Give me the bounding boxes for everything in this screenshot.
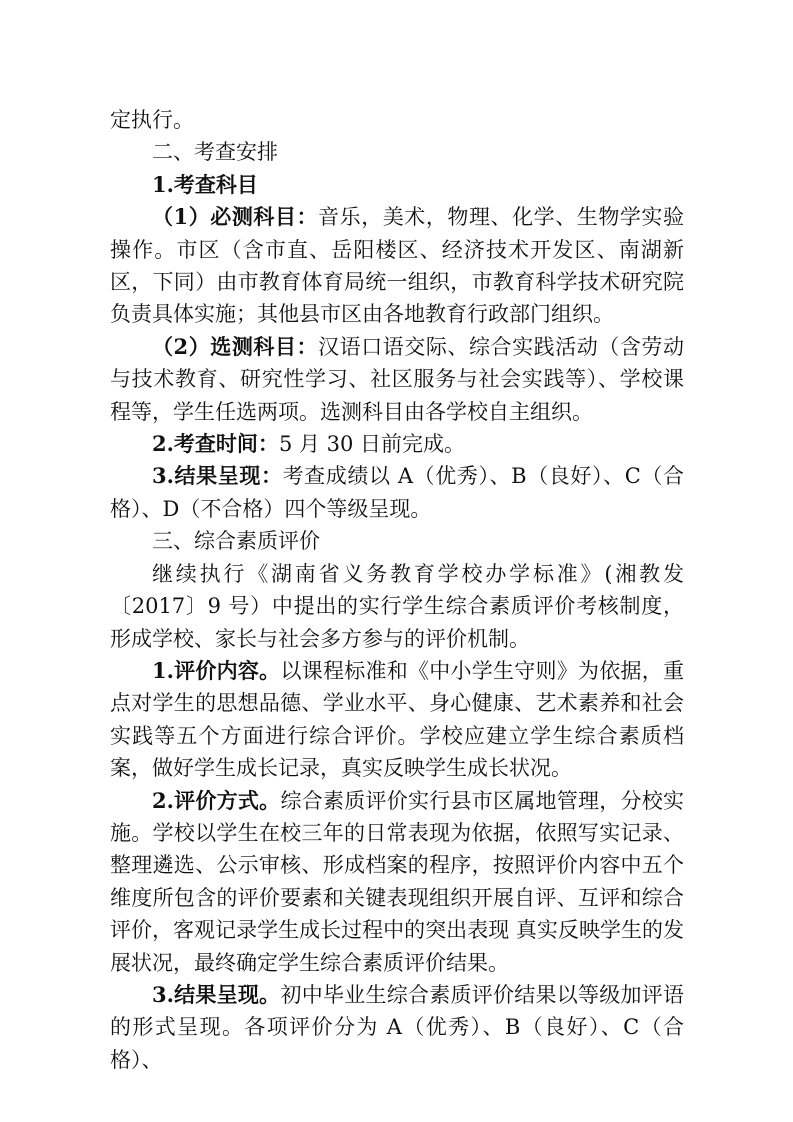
- paragraph-text: 综合素质评价实行县市区属地管理，分校实施。学校以学生在校三年的日常表现为依据，依照写实记录、整理遴选、公示审核、形成档案的程序，按照评价内容中五个维度所包含的评价要素和关键表现组织开展自评、互评和综合评价，客观记录学生成长过程中的突出表现 真实反映学生的发展状况，最终确定学生综合素质评价结果。: [110, 788, 684, 975]
- section-heading-2: 二、考查安排: [152, 140, 278, 165]
- paragraph-lead: 2.考查时间：: [152, 431, 279, 457]
- paragraph-exam-time: [110, 428, 684, 460]
- paragraph-text: 考查成绩以 A（优秀）、B（良好）、C（合格）、D（不合格）四个等级呈现。: [110, 464, 684, 521]
- paragraph-evaluation-method: [110, 785, 684, 979]
- paragraph-text: 初中毕业生综合素质评价结果以等级加评语的形式呈现。各项评价分为 A（优秀）、B（良好）、C（合格）、: [110, 982, 684, 1072]
- paragraph-required-subjects: [110, 201, 684, 331]
- paragraph-text: 5 月 30 日前完成。: [278, 432, 466, 457]
- section-heading-3: 三、综合素质评价: [152, 529, 320, 554]
- paragraph-evaluation-content: [110, 655, 684, 785]
- paragraph-continuation: 定执行。: [110, 108, 194, 132]
- document-body: [110, 104, 684, 1076]
- paragraph-lead: （1）必测科目：: [152, 204, 319, 230]
- paragraph-exam-results: [110, 460, 684, 525]
- paragraph-text: 以课程标准和《中小学生守则》为依据，重点对学生的思想品德、学业水平、身心健康、艺术素养和社会实践等五个方面进行综合评价。学校应建立学生综合素质档案，做好学生成长记录，真实反映学生成长状况。: [110, 658, 684, 781]
- paragraph-lead: 1.评价内容。: [152, 657, 281, 683]
- subheading-subjects: 1.考查科目: [152, 171, 258, 197]
- paragraph-text: 音乐，美术，物理、化学、生物学实验操作。市区（含市直、岳阳楼区、经济技术开发区、南湖新区，下同）由市教育体育局统一组织，市教育科学技术研究院负责具体实施；其他县市区由各地教育行政部门组织。: [110, 205, 684, 327]
- paragraph-lead: 2.评价方式。: [152, 787, 281, 813]
- paragraph-text: 汉语口语交际、综合实践活动（含劳动与技术教育、研究性学习、社区服务与社会实践等）、学校课程等，学生任选两项。选测科目由各学校自主组织。: [110, 334, 684, 424]
- paragraph-lead: 3.结果呈现：: [152, 463, 283, 489]
- paragraph-evaluation-intro: 继续执行《湖南省义务教育学校办学标准》(湘教发〔2017〕9 号）中提出的实行学生综合素质评价考核制度，形成学校、家长与社会多方参与的评价机制。: [110, 561, 684, 651]
- paragraph-lead: 3.结果呈现。: [152, 981, 281, 1007]
- paragraph-optional-subjects: [110, 331, 684, 428]
- paragraph-evaluation-results: [110, 979, 684, 1076]
- paragraph-lead: （2）选测科目：: [152, 333, 319, 359]
